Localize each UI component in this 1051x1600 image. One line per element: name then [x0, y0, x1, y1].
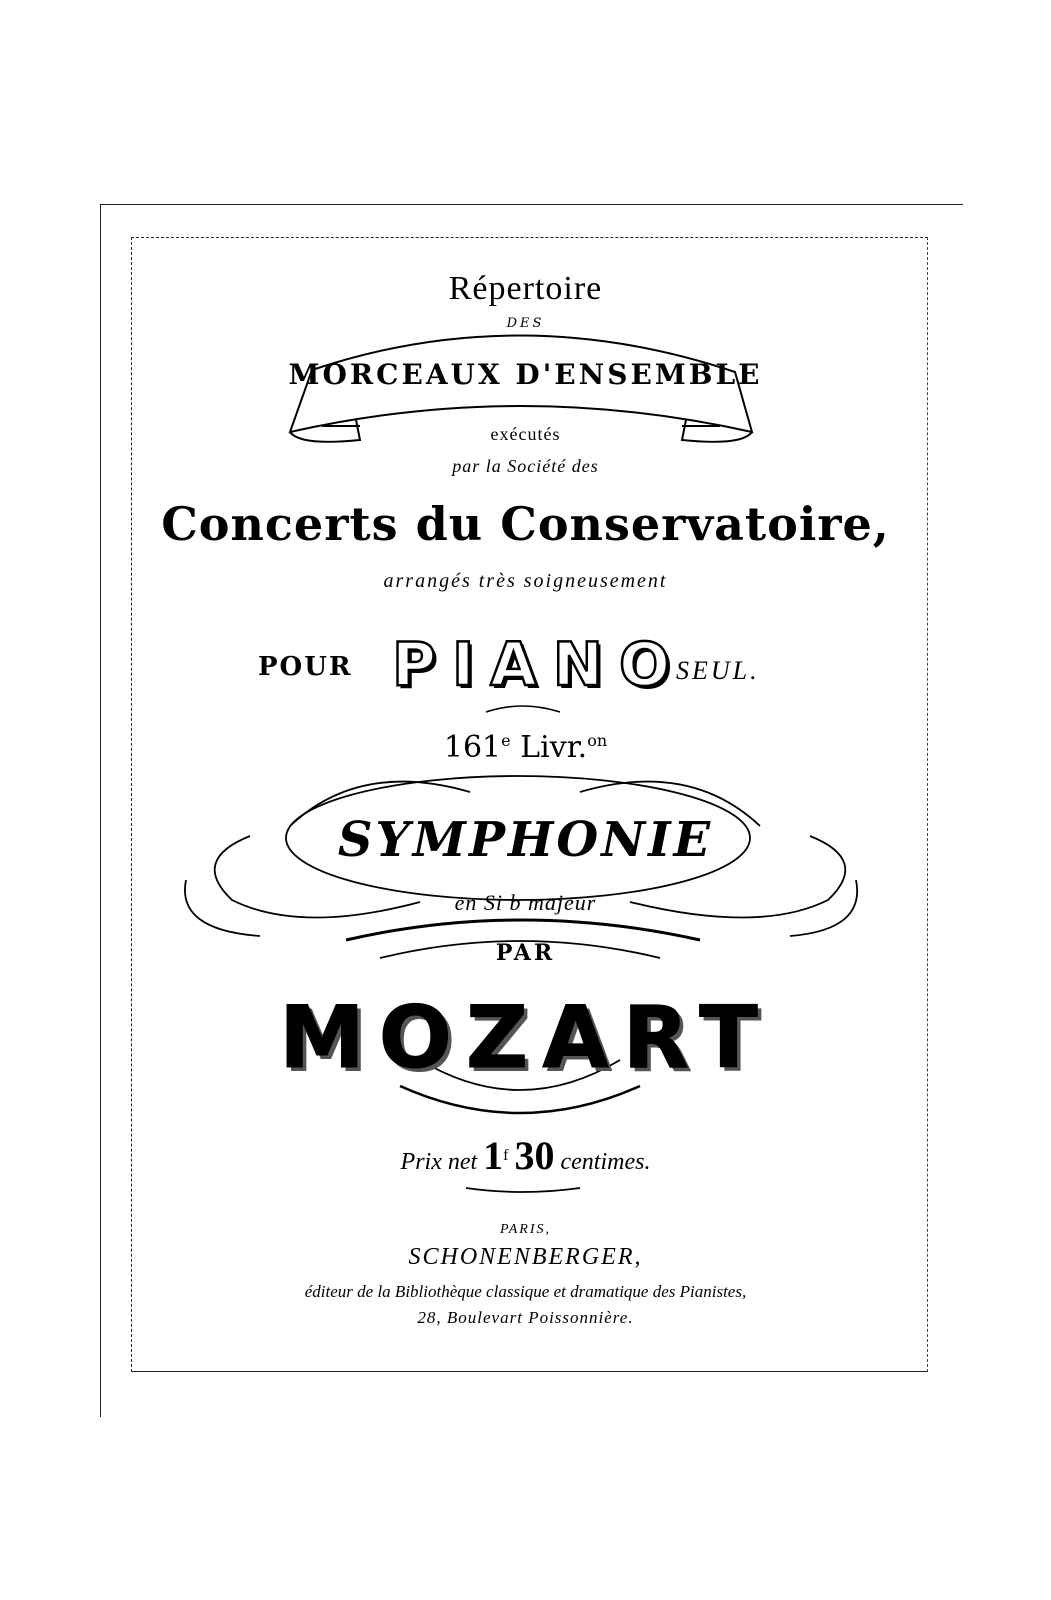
city-label: PARIS, [499, 1222, 551, 1237]
livraison-line [0, 730, 1051, 765]
des-label: DES [506, 316, 545, 331]
banner-text: MORCEAUX D'ENSEMBLE [288, 358, 763, 391]
tonality-line: en Si b majeur [454, 890, 597, 915]
concerts-title: Concerts du Conservatoire, [161, 497, 890, 551]
publisher-name: SCHONENBERGER, [408, 1244, 643, 1270]
repertoire-heading: Répertoire [448, 270, 603, 307]
pour-label: POUR [258, 652, 353, 682]
livraison-sup-on: on [587, 731, 608, 750]
livraison-word: Livr. [520, 730, 588, 765]
seul-label: SEUL. [676, 656, 760, 685]
symphonie-title: SYMPHONIE [337, 812, 714, 868]
arranges-line: arrangés très soigneusement [383, 570, 668, 592]
price-franc-sup: f [503, 1147, 509, 1164]
livraison-number: 161 [443, 730, 502, 765]
composer-name: MOZART [279, 988, 772, 1088]
price-cents: 30 [514, 1133, 555, 1178]
publisher-description: éditeur de la Bibliothèque classique et dramatique des Pianistes, [304, 1282, 747, 1301]
short-rule-top [486, 706, 560, 712]
price-prefix: Prix net [400, 1149, 478, 1175]
price-line [0, 1132, 1051, 1179]
price-suffix: centimes. [560, 1149, 651, 1175]
societe-line: par la Société des [452, 456, 599, 476]
short-rule-bottom [466, 1188, 580, 1192]
livraison-sup-e: e [501, 731, 511, 750]
piano-title: PIANO [392, 630, 686, 700]
executes-label: exécutés [490, 424, 561, 444]
price-francs: 1 [483, 1133, 504, 1178]
par-label: PAR [495, 940, 556, 966]
publisher-address: 28, Boulevart Poissonnière. [417, 1308, 634, 1327]
pour-piano-seul-row [0, 630, 1051, 700]
